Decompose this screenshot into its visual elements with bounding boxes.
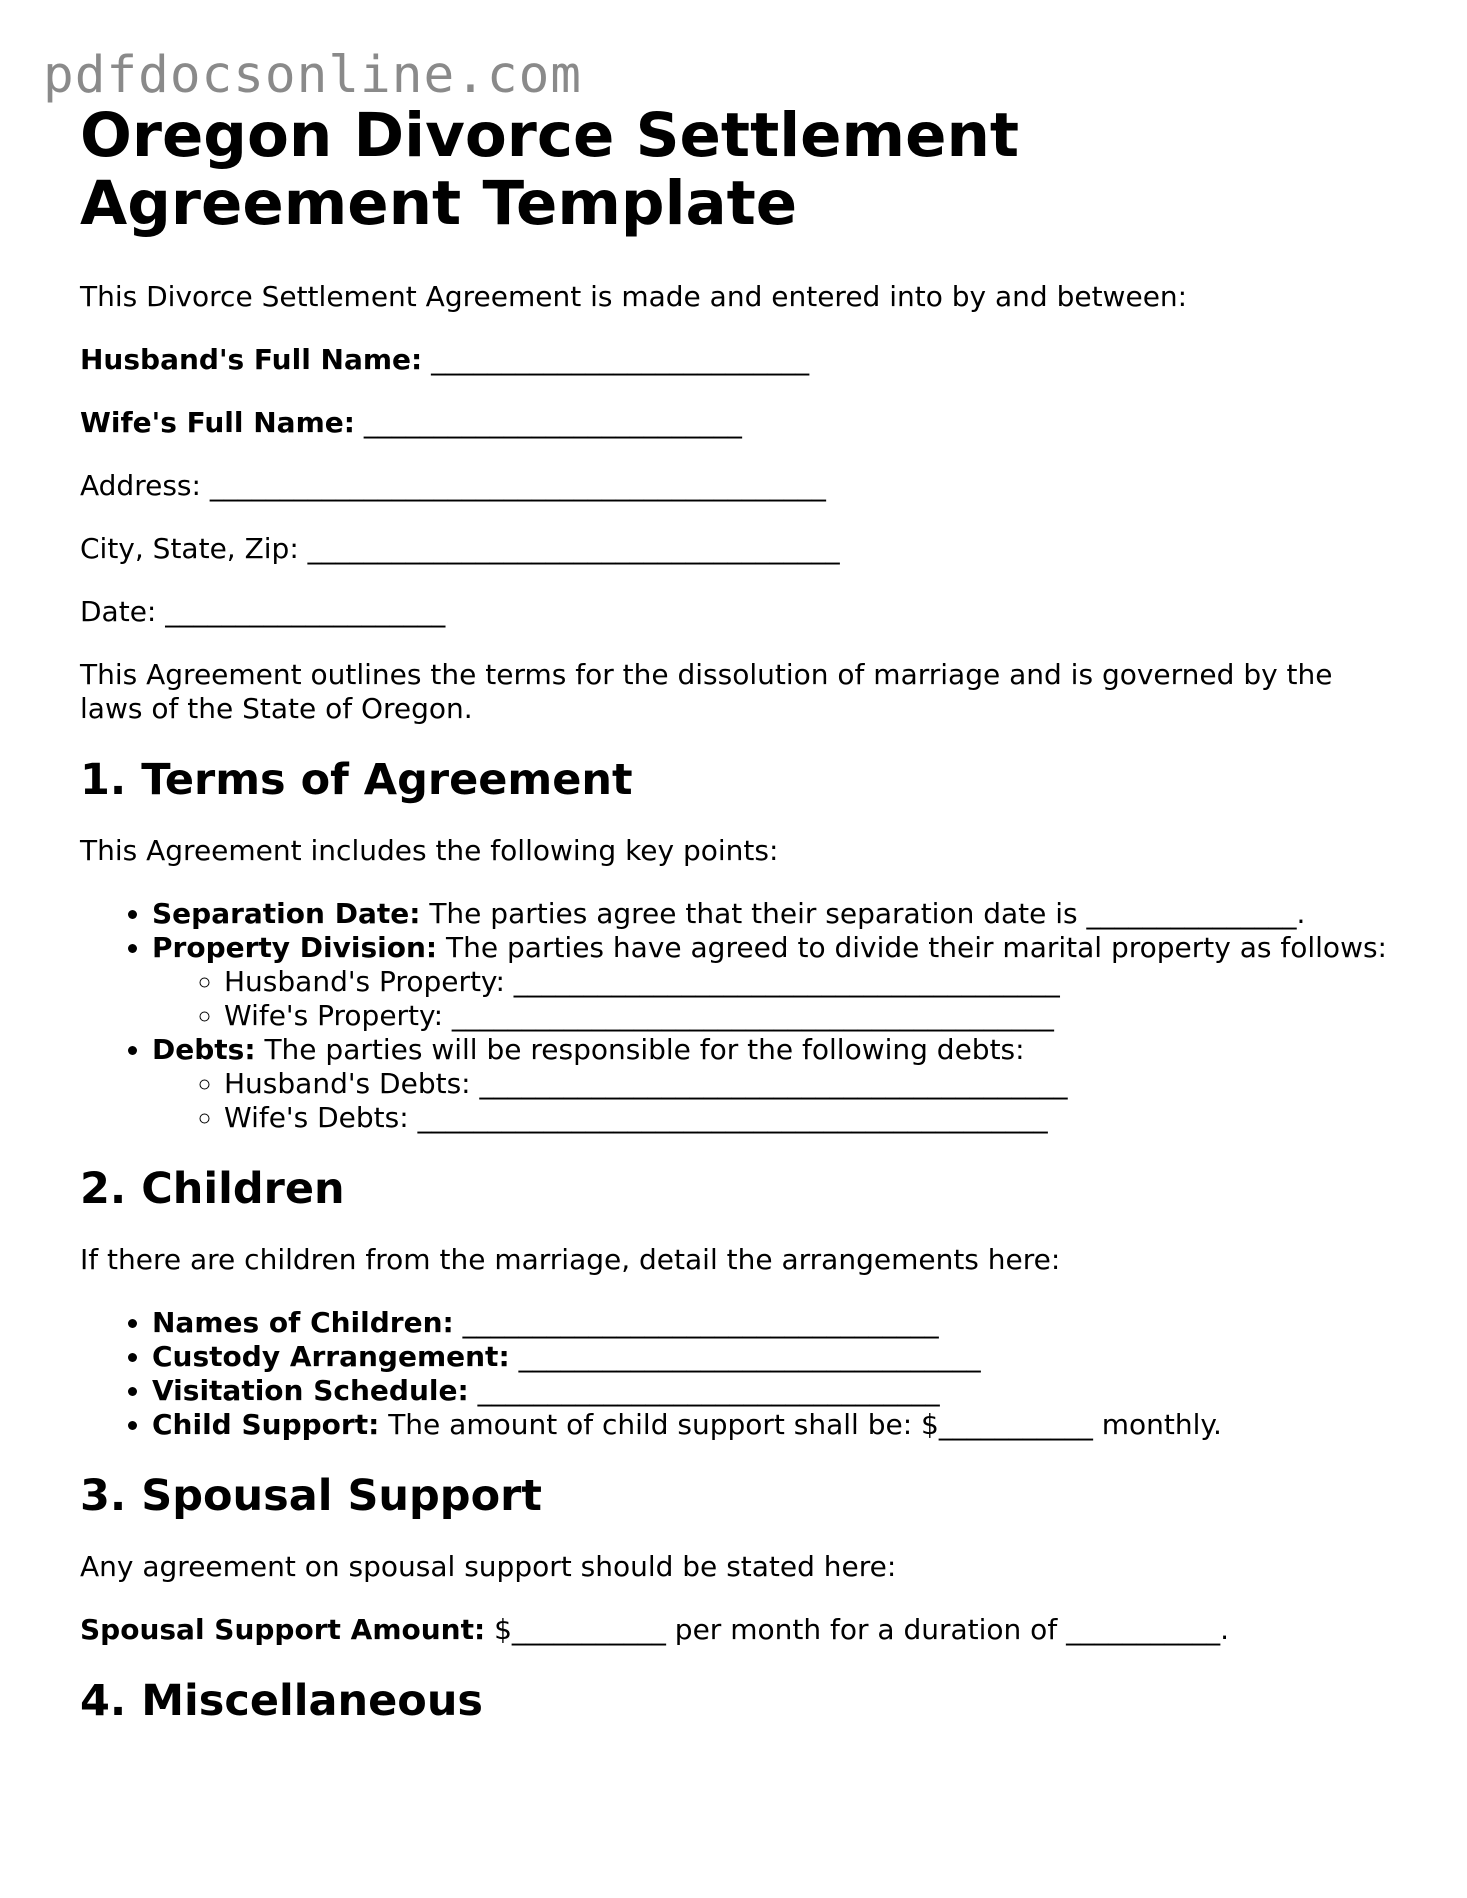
- list-item-property-division: [152, 931, 1400, 1033]
- visitation-label: Visitation Schedule:: [152, 1374, 469, 1407]
- list-item-custody: [152, 1340, 1400, 1374]
- page-title: Oregon Divorce Settlement Agreement Template: [80, 100, 1020, 239]
- husband-property-item: ◦ Husband's Property: _______________________________________: [224, 965, 1400, 999]
- debts-label: Debts:: [152, 1033, 256, 1066]
- custody-blank: _________________________________: [518, 1340, 981, 1373]
- property-division-text: The parties have agreed to divide their marital property as follows:: [446, 931, 1387, 964]
- intro-text: This Divorce Settlement Agreement is made and entered into by and between:: [80, 280, 1188, 313]
- debts-sublist: [152, 1067, 1400, 1135]
- child-support-label: Child Support:: [152, 1408, 380, 1441]
- property-sublist: [152, 965, 1400, 1033]
- section-heading-terms: 1. Terms of Agreement: [80, 755, 633, 805]
- separation-date-label: Separation Date:: [152, 897, 421, 930]
- list-item-debts: [152, 1033, 1400, 1135]
- watermark: pdfdocsonline.com: [43, 46, 582, 105]
- husband-name-blank: ___________________________: [431, 343, 810, 376]
- wife-debts-item: ◦ Wife's Debts: _____________________________________________: [224, 1101, 1400, 1135]
- city-state-zip-field: City, State, Zip: ______________________________________: [80, 532, 840, 565]
- governing-text: This Agreement outlines the terms for the dissolution of marriage and is governed by the laws of the State of Oregon.: [80, 658, 1333, 725]
- child-support-text: The amount of child support shall be: $___________ monthly.: [388, 1408, 1222, 1441]
- section-heading-miscellaneous: 4. Miscellaneous: [80, 1676, 484, 1726]
- wife-name-field: [80, 406, 1400, 440]
- section-heading-spousal-support: 3. Spousal Support: [80, 1471, 542, 1521]
- list-item-separation-date: [152, 897, 1400, 931]
- names-of-children-blank: __________________________________: [462, 1306, 939, 1339]
- husband-name-field: [80, 343, 1400, 377]
- list-item-visitation: [152, 1374, 1400, 1408]
- names-of-children-label: Names of Children:: [152, 1306, 454, 1339]
- section-heading-children: 2. Children: [80, 1164, 345, 1214]
- husband-name-label: Husband's Full Name:: [80, 343, 423, 376]
- date-field: Date: ____________________: [80, 595, 446, 628]
- address-field: Address: ____________________________________________: [80, 469, 826, 502]
- wife-name-blank: ___________________________: [363, 406, 742, 439]
- visitation-blank: _________________________________: [477, 1374, 940, 1407]
- custody-label: Custody Arrangement:: [152, 1340, 510, 1373]
- wife-property-item: ◦ Wife's Property: ___________________________________________: [224, 999, 1400, 1033]
- spousal-support-amount: [80, 1613, 1400, 1647]
- separation-date-text: The parties agree that their separation date is _______________.: [429, 897, 1306, 930]
- property-division-label: Property Division:: [152, 931, 438, 964]
- spousal-support-amount-label: Spousal Support Amount:: [80, 1613, 486, 1646]
- spousal-support-amount-text: $___________ per month for a duration of ___________.: [494, 1613, 1229, 1646]
- children-list: [80, 1306, 1400, 1442]
- children-intro: If there are children from the marriage, detail the arrangements here:: [80, 1243, 1061, 1276]
- husband-debts-item: ◦ Husband's Debts: __________________________________________: [224, 1067, 1400, 1101]
- spousal-support-intro: Any agreement on spousal support should be stated here:: [80, 1550, 897, 1583]
- list-item-child-support: [152, 1408, 1400, 1442]
- document-page: [80, 102, 1400, 1755]
- terms-list: [80, 897, 1400, 1135]
- list-item-names-of-children: [152, 1306, 1400, 1340]
- terms-intro: This Agreement includes the following key points:: [80, 834, 779, 867]
- wife-name-label: Wife's Full Name:: [80, 406, 355, 439]
- debts-text: The parties will be responsible for the following debts:: [264, 1033, 1025, 1066]
